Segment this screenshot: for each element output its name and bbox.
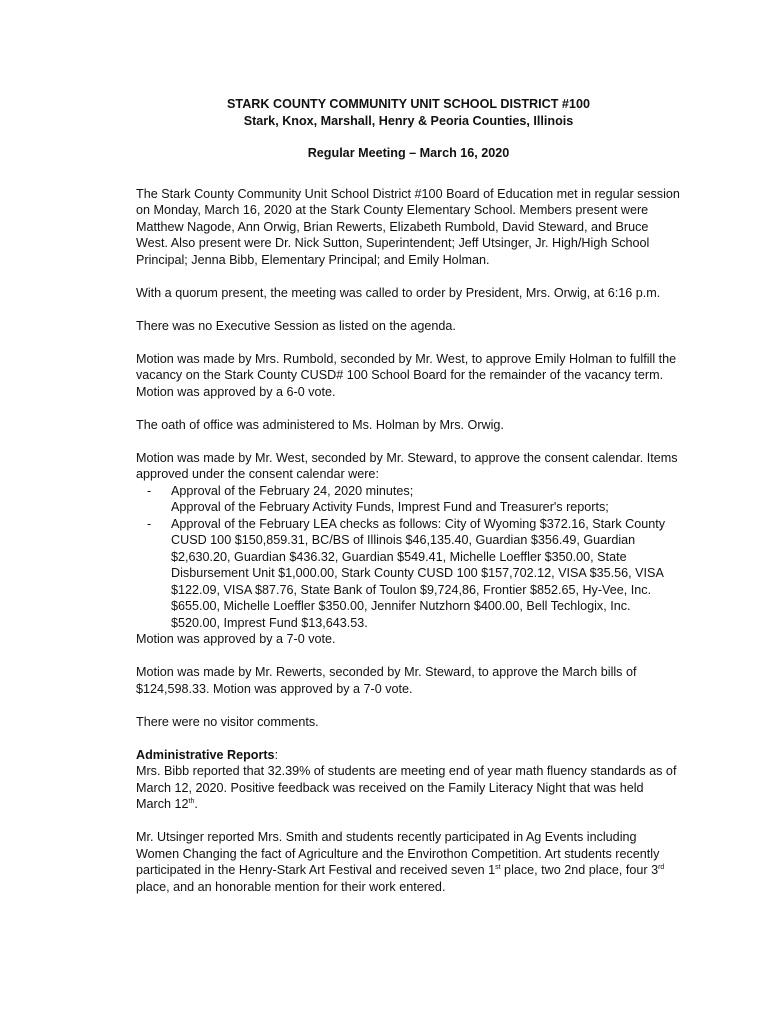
consent-items-list-2 bbox=[136, 516, 681, 632]
bibb-report-text: Mrs. Bibb reported that 32.39% of students are meeting end of year math fluency standards as of March 12, 2020. Positive feedback was received on the Family Literacy Night that was held March 12 bbox=[136, 764, 677, 811]
consent-calendar-section bbox=[136, 450, 681, 648]
counties-line: Stark, Knox, Marshall, Henry & Peoria Counties, Illinois bbox=[243, 113, 574, 128]
utsinger-report-part-2: place, two 2nd place, four 3 bbox=[500, 863, 659, 877]
meeting-title: Regular Meeting – March 16, 2020 bbox=[307, 146, 510, 160]
bibb-report-end: . bbox=[194, 797, 198, 811]
bibb-superscript: th bbox=[188, 797, 195, 805]
consent-result: Motion was approved by a 7-0 vote. bbox=[136, 632, 336, 646]
quorum-paragraph: With a quorum present, the meeting was called to order by President, Mrs. Orwig, at 6:16 p.m. bbox=[136, 285, 661, 300]
utsinger-report-part-1: Mr. Utsinger reported Mrs. Smith and students recently participated in Ag Events including Women Changing the fact of Agriculture and the Envirothon Competition. Art students recently participated in the Henry-Stark Art Festival and received seven 1 bbox=[136, 830, 660, 877]
consent-item-minutes: Approval of the February 24, 2020 minutes; bbox=[171, 483, 414, 498]
utsinger-report-part-3: place, and an honorable mention for their work entered. bbox=[136, 879, 446, 894]
intro-paragraph: The Stark County Community Unit School District #100 Board of Education met in regular session on Monday, March 16, 2020 at the Stark County Elementary School. Members present were Matthew Nagode, Ann Orwig, Brian Rewerts, Elizabeth Rumbold, David Steward, and Bruce West. Also present were Dr. Nick Sutton, Superintendent; Jeff Utsinger, Jr. High/High School Principal; Jenna Bibb, Elementary Principal; and Emily Holman. bbox=[136, 186, 680, 267]
oath-paragraph: The oath of office was administered to Ms. Holman by Mrs. Orwig. bbox=[136, 417, 504, 432]
list-item bbox=[136, 516, 681, 632]
bibb-report bbox=[136, 763, 681, 813]
consent-item-reports: Approval of the February Activity Funds, Imprest Fund and Treasurer's reports; bbox=[171, 500, 609, 514]
holman-motion-paragraph: Motion was made by Mrs. Rumbold, seconded by Mr. West, to approve Emily Holman to fulfill the vacancy on the Stark County CUSD# 100 School Board for the remainder of the vacancy term. Motion was approved by a 6-0 vote. bbox=[136, 351, 677, 399]
district-name: STARK COUNTY COMMUNITY UNIT SCHOOL DISTRICT #100 bbox=[227, 97, 590, 111]
bills-motion-paragraph: Motion was made by Mr. Rewerts, seconded by Mr. Steward, to approve the March bills of $124,598.33. Motion was approved by a 7-0 vote. bbox=[136, 665, 637, 696]
admin-reports-heading-line bbox=[136, 747, 681, 764]
utsinger-superscript-1: st bbox=[495, 863, 501, 871]
list-dash: - bbox=[147, 516, 152, 531]
list-dash: - bbox=[147, 483, 152, 498]
visitor-comments-paragraph: There were no visitor comments. bbox=[136, 714, 319, 729]
executive-session-paragraph: There was no Executive Session as listed on the agenda. bbox=[136, 318, 456, 333]
consent-intro: Motion was made by Mr. West, seconded by Mr. Steward, to approve the consent calendar. Items approved under the consent calendar were: bbox=[136, 450, 678, 481]
document-body bbox=[136, 96, 681, 895]
utsinger-superscript-2: rd bbox=[658, 863, 665, 871]
administrative-reports-section bbox=[136, 747, 681, 896]
consent-item-lea-checks: Approval of the February LEA checks as follows: City of Wyoming $372.16, Stark County CUSD 100 $150,859.31, BC/BS of Illinois $46,135.40, Guardian $356.49, Guardian $2,630.20, Guardian $436.32, Guardian $549.41, Michelle Loeffler $350.00, State Disbursement Unit $1,000.00, Stark County CUSD 100 $157,702.12, VISA $35.56, VISA $122.09, VISA $87.76, State Bank of Toulon $9,724,86, Frontier $852.65, Hy-Vee, Inc. $655.00, Michelle Loeffler $350.00, Jennifer Nutzhorn $400.00, Bell Techlogix, Inc. $520.00, Imprest Fund $13,643.53. bbox=[171, 516, 666, 630]
document-header bbox=[136, 96, 681, 162]
admin-reports-heading: Administrative Reports bbox=[136, 747, 275, 762]
consent-items-list bbox=[136, 483, 681, 500]
utsinger-report bbox=[136, 829, 681, 895]
list-item bbox=[136, 483, 681, 500]
heading-colon: : bbox=[274, 747, 279, 762]
